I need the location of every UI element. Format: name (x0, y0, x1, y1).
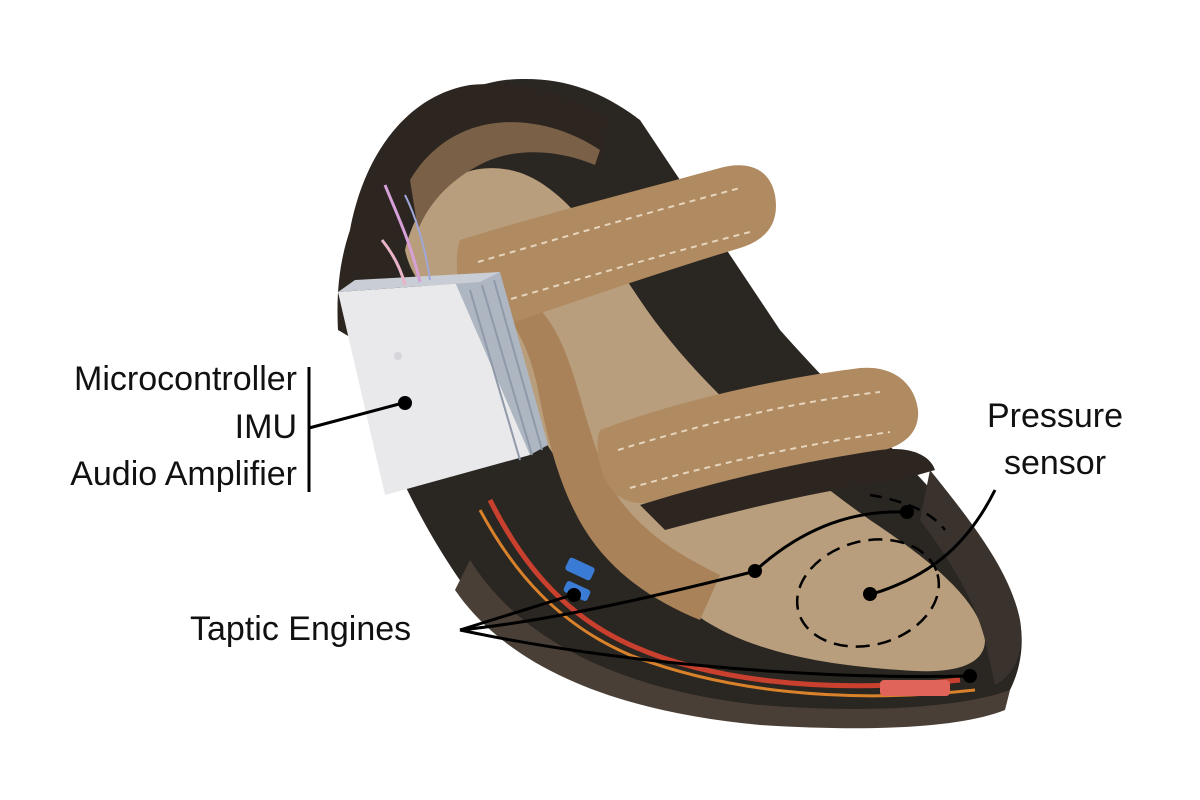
label-taptic-engines: Taptic Engines (190, 610, 412, 648)
sandal-illustration (338, 79, 1022, 728)
label-microcontroller: Microcontroller (74, 360, 297, 398)
taptic-dot-1 (567, 588, 581, 602)
electronics-leader-dot (398, 396, 412, 410)
taptic-connector-3 (880, 680, 950, 696)
pressure-sensor-dot (863, 587, 877, 601)
taptic-dot-3 (900, 505, 914, 519)
label-audio-amplifier: Audio Amplifier (70, 455, 297, 493)
label-sensor: sensor (1003, 444, 1107, 482)
taptic-dot-4 (963, 669, 977, 683)
label-pressure: Pressure (986, 397, 1124, 435)
label-imu: IMU (234, 408, 297, 446)
